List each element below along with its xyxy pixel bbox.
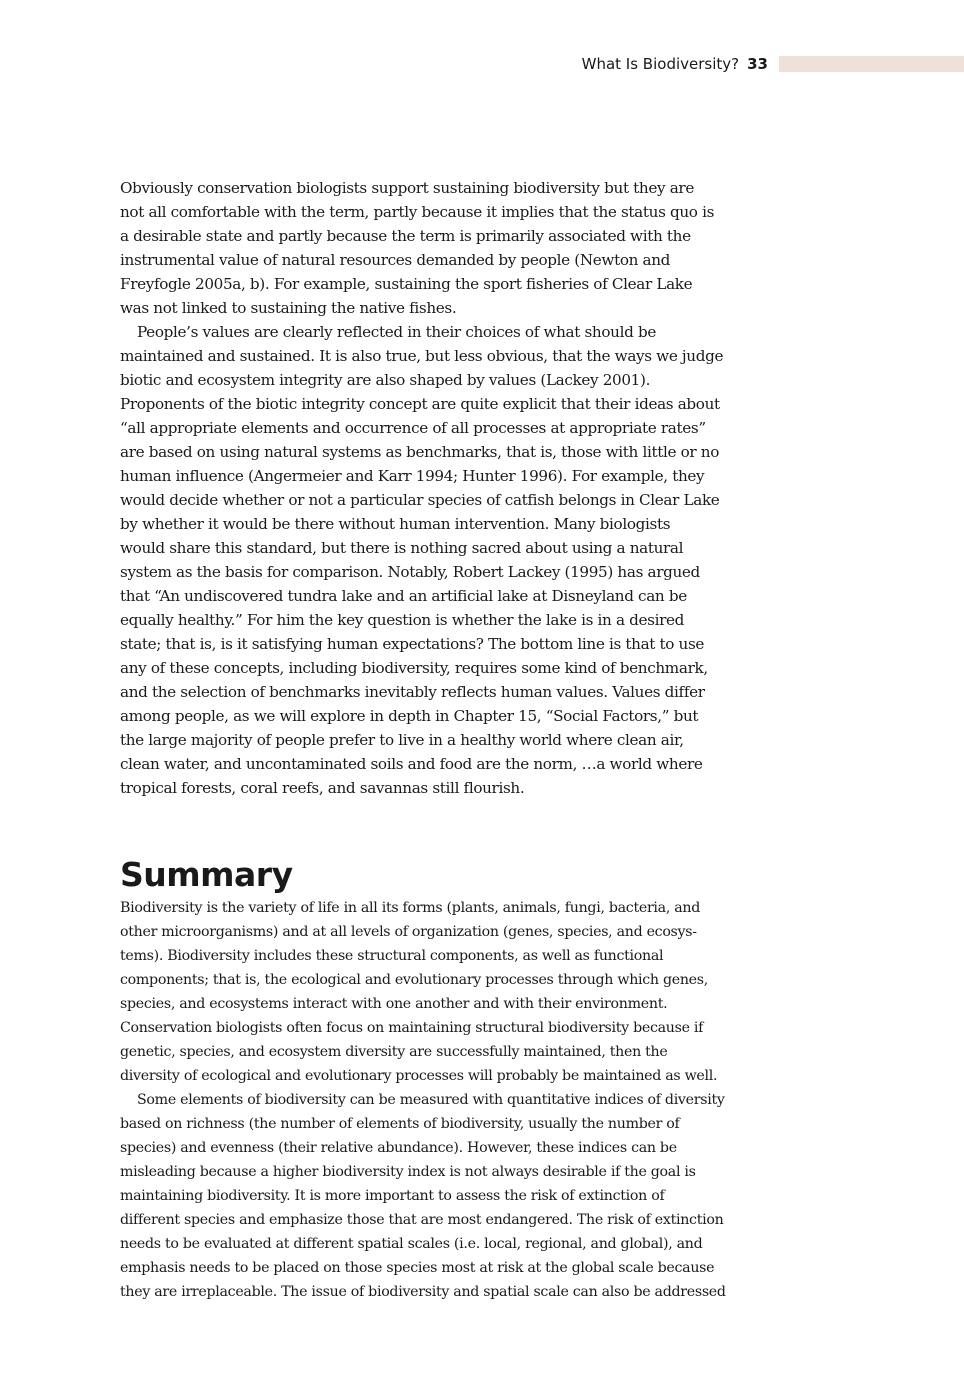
text-line: People’s values are clearly reflected in their choices of what should be [137,323,656,341]
text-line: emphasis needs to be placed on those species most at risk at the global scale because [120,1260,715,1276]
text-line: and the selection of benchmarks inevitably reflects human values. Values differ [120,683,705,701]
text-line: Obviously conservation biologists support sustaining biodiversity but they are [120,179,694,197]
text-line: Some elements of biodiversity can be measured with quantitative indices of diversity [137,1092,725,1108]
text-line: would decide whether or not a particular species of catfish belongs in Clear Lake [120,491,720,509]
text-line: species) and evenness (their relative abundance). However, these indices can be [120,1140,677,1156]
running-title: What Is Biodiversity? [581,55,740,73]
text-line: a desirable state and partly because the term is primarily associated with the [120,227,691,245]
text-line: are based on using natural systems as benchmarks, that is, those with little or no [120,443,720,461]
text-line: Proponents of the biotic integrity concept are quite explicit that their ideas about [120,395,720,413]
text-line: maintaining biodiversity. It is more important to assess the risk of extinction of [120,1188,665,1204]
text-line: was not linked to sustaining the native fishes. [120,299,457,317]
text-line: genetic, species, and ecosystem diversity are successfully maintained, then the [120,1044,668,1060]
summary-heading: Summary [120,855,293,894]
summary-text [120,896,726,1304]
text-line: maintained and sustained. It is also true, but less obvious, that the ways we judge [120,347,724,365]
text-line: “all appropriate elements and occurrence of all processes at appropriate rates” [120,419,706,437]
text-line: based on richness (the number of elements of biodiversity, usually the number of [120,1116,680,1132]
text-line: Freyfogle 2005a, b). For example, sustaining the sport fisheries of Clear Lake [120,275,693,293]
text-line: tropical forests, coral reefs, and savannas still flourish. [120,779,525,797]
text-line: system as the basis for comparison. Notably, Robert Lackey (1995) has argued [120,563,700,581]
text-line: biotic and ecosystem integrity are also shaped by values (Lackey 2001). [120,371,651,389]
text-line: human influence (Angermeier and Karr 1994; Hunter 1996). For example, they [120,467,705,485]
text-line: among people, as we will explore in depth in Chapter 15, “Social Factors,” but [120,707,699,725]
text-line: by whether it would be there without human intervention. Many biologists [120,515,671,533]
text-line: other microorganisms) and at all levels of organization (genes, species, and ecosys- [120,924,697,940]
text-line: any of these concepts, including biodiversity, requires some kind of benchmark, [120,659,708,677]
text-line: state; that is, is it satisfying human expectations? The bottom line is that to use [120,635,705,653]
text-line: clean water, and uncontaminated soils and food are the norm, …a world where [120,755,703,773]
text-line: different species and emphasize those that are most endangered. The risk of extinction [120,1212,724,1228]
text-line: would share this standard, but there is nothing sacred about using a natural [120,539,684,557]
body-text [120,176,723,800]
text-line: Biodiversity is the variety of life in all its forms (plants, animals, fungi, bacteria, and [120,900,701,916]
text-line: equally healthy.” For him the key question is whether the lake is in a desired [120,611,685,629]
page-number: 33 [747,55,768,73]
text-line: instrumental value of natural resources demanded by people (Newton and [120,251,671,269]
text-line: they are irreplaceable. The issue of biodiversity and spatial scale can also be addressed [120,1284,726,1300]
text-line: that “An undiscovered tundra lake and an artificial lake at Disneyland can be [120,587,687,605]
text-line: misleading because a higher biodiversity index is not always desirable if the goal is [120,1164,696,1180]
text-line: diversity of ecological and evolutionary processes will probably be maintained as well. [120,1068,718,1084]
text-line: components; that is, the ecological and evolutionary processes through which genes, [120,972,708,988]
text-line: needs to be evaluated at different spatial scales (i.e. local, regional, and global), and [120,1236,703,1252]
running-header [582,55,768,73]
text-line: the large majority of people prefer to live in a healthy world where clean air, [120,731,684,749]
text-line: species, and ecosystems interact with one another and with their environment. [120,996,668,1012]
text-line: not all comfortable with the term, partly because it implies that the status quo is [120,203,715,221]
text-line: tems). Biodiversity includes these structural components, as well as functional [120,948,664,964]
text-line: Conservation biologists often focus on maintaining structural biodiversity because if [120,1020,704,1036]
header-accent-bar [779,56,964,72]
